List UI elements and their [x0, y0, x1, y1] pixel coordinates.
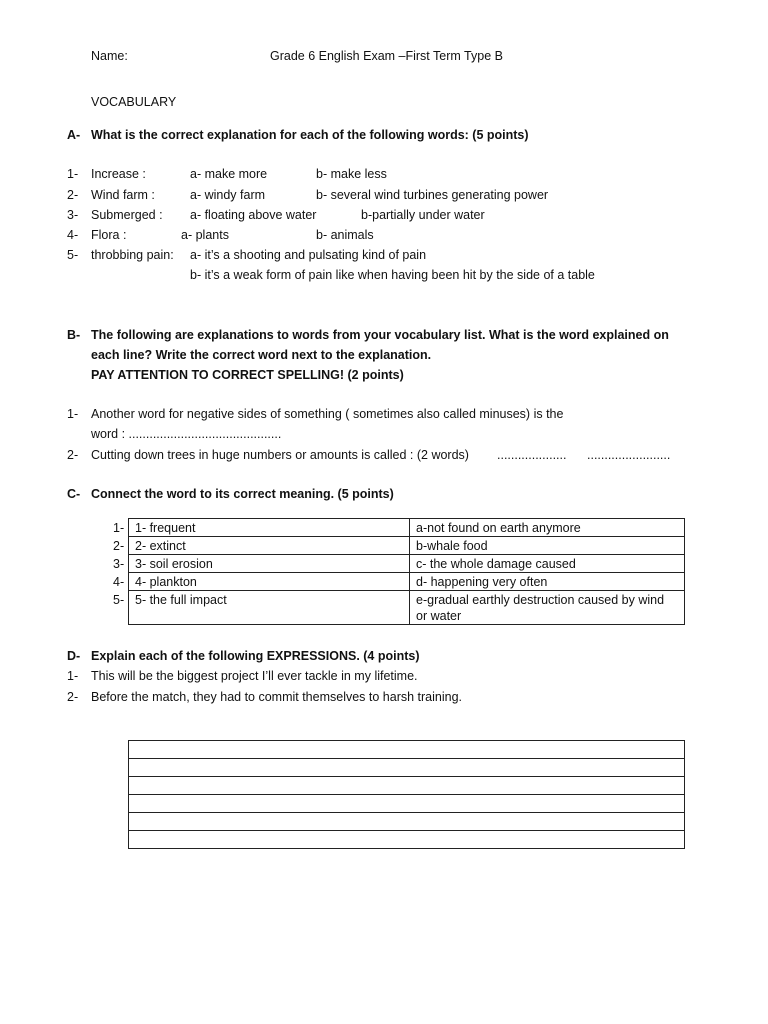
answer-blank[interactable]: ....................	[497, 448, 567, 462]
vocab-word: Flora :	[91, 228, 127, 242]
table-row	[129, 555, 685, 573]
answer-blank[interactable]: ........................	[587, 448, 671, 462]
row-number: 5-	[113, 593, 125, 607]
answer-row[interactable]	[129, 777, 685, 795]
match-word: 2- extinct	[129, 537, 410, 555]
answer-row[interactable]	[129, 795, 685, 813]
expression-text: This will be the biggest project I’ll ever tackle in my lifetime.	[91, 669, 418, 683]
table-row	[129, 519, 685, 537]
exam-title: Grade 6 English Exam –First Term Type B	[270, 49, 503, 63]
match-word: 5- the full impact	[129, 591, 410, 625]
table-row	[129, 573, 685, 591]
section-b-question-line2: each line? Write the correct word next to the explanation.	[91, 348, 432, 362]
section-a-marker: A-	[67, 128, 81, 142]
section-b-marker: B-	[67, 328, 81, 342]
match-meaning: b-whale food	[410, 537, 685, 555]
match-word: 4- plankton	[129, 573, 410, 591]
option-a: a- make more	[190, 167, 268, 181]
answer-row[interactable]	[129, 831, 685, 849]
table-row	[129, 591, 685, 625]
option-a: a- windy farm	[190, 188, 266, 202]
section-b-question-line1: The following are explanations to words from your vocabulary list. What is the word explained on	[91, 328, 669, 342]
section-d-question: Explain each of the following EXPRESSIONS. (4 points)	[91, 649, 420, 663]
option-b: b- it’s a weak form of pain like when having been hit by the side of a table	[190, 268, 595, 282]
item-number: 2-	[67, 448, 79, 462]
match-word: 1- frequent	[129, 519, 410, 537]
option-b: b- several wind turbines generating power	[316, 188, 549, 202]
table-row	[129, 537, 685, 555]
match-meaning: e-gradual earthly destruction caused by wind or water	[410, 591, 685, 625]
matching-table	[128, 518, 685, 625]
option-a: a- plants	[181, 228, 229, 242]
row-number: 1-	[113, 521, 125, 535]
answer-row[interactable]	[129, 813, 685, 831]
vocab-word: Submerged :	[91, 208, 163, 222]
option-b: b- make less	[316, 167, 387, 181]
option-b: b-partially under water	[361, 208, 485, 222]
row-number: 3-	[113, 557, 125, 571]
row-number: 2-	[113, 539, 125, 553]
item-text: Cutting down trees in huge numbers or amounts is called : (2 words)	[91, 448, 469, 462]
match-word: 3- soil erosion	[129, 555, 410, 573]
item-text: Another word for negative sides of something ( sometimes also called minuses) is the	[91, 407, 564, 421]
answer-lines-box[interactable]	[128, 740, 685, 849]
option-a: a- it’s a shooting and pulsating kind of pain	[190, 248, 427, 262]
expression-text: Before the match, they had to commit themselves to harsh training.	[91, 690, 463, 704]
name-label: Name:	[91, 49, 128, 63]
match-meaning: c- the whole damage caused	[410, 555, 685, 573]
item-number: 1-	[67, 669, 79, 683]
answer-row[interactable]	[129, 741, 685, 759]
match-meaning: d- happening very often	[410, 573, 685, 591]
row-number: 4-	[113, 575, 125, 589]
item-number: 3-	[67, 208, 79, 222]
answer-row[interactable]	[129, 759, 685, 777]
item-number: 1-	[67, 167, 79, 181]
section-c-question: Connect the word to its correct meaning. (5 points)	[91, 487, 394, 501]
option-b: b- animals	[316, 228, 374, 242]
vocab-word: Increase :	[91, 167, 146, 181]
item-number: 2-	[67, 188, 79, 202]
section-c-marker: C-	[67, 487, 81, 501]
item-number: 5-	[67, 248, 79, 262]
answer-line[interactable]: word : ............................................	[91, 427, 282, 441]
vocab-word: throbbing pain:	[91, 248, 174, 262]
option-a: a- floating above water	[190, 208, 317, 222]
match-meaning: a-not found on earth anymore	[410, 519, 685, 537]
item-number: 2-	[67, 690, 79, 704]
item-number: 4-	[67, 228, 79, 242]
section-b-question-line3: PAY ATTENTION TO CORRECT SPELLING! (2 points)	[91, 368, 404, 382]
section-title: VOCABULARY	[91, 95, 177, 109]
item-number: 1-	[67, 407, 79, 421]
section-a-question: What is the correct explanation for each of the following words: (5 points)	[91, 128, 529, 142]
vocab-word: Wind farm :	[91, 188, 155, 202]
section-d-marker: D-	[67, 649, 81, 663]
